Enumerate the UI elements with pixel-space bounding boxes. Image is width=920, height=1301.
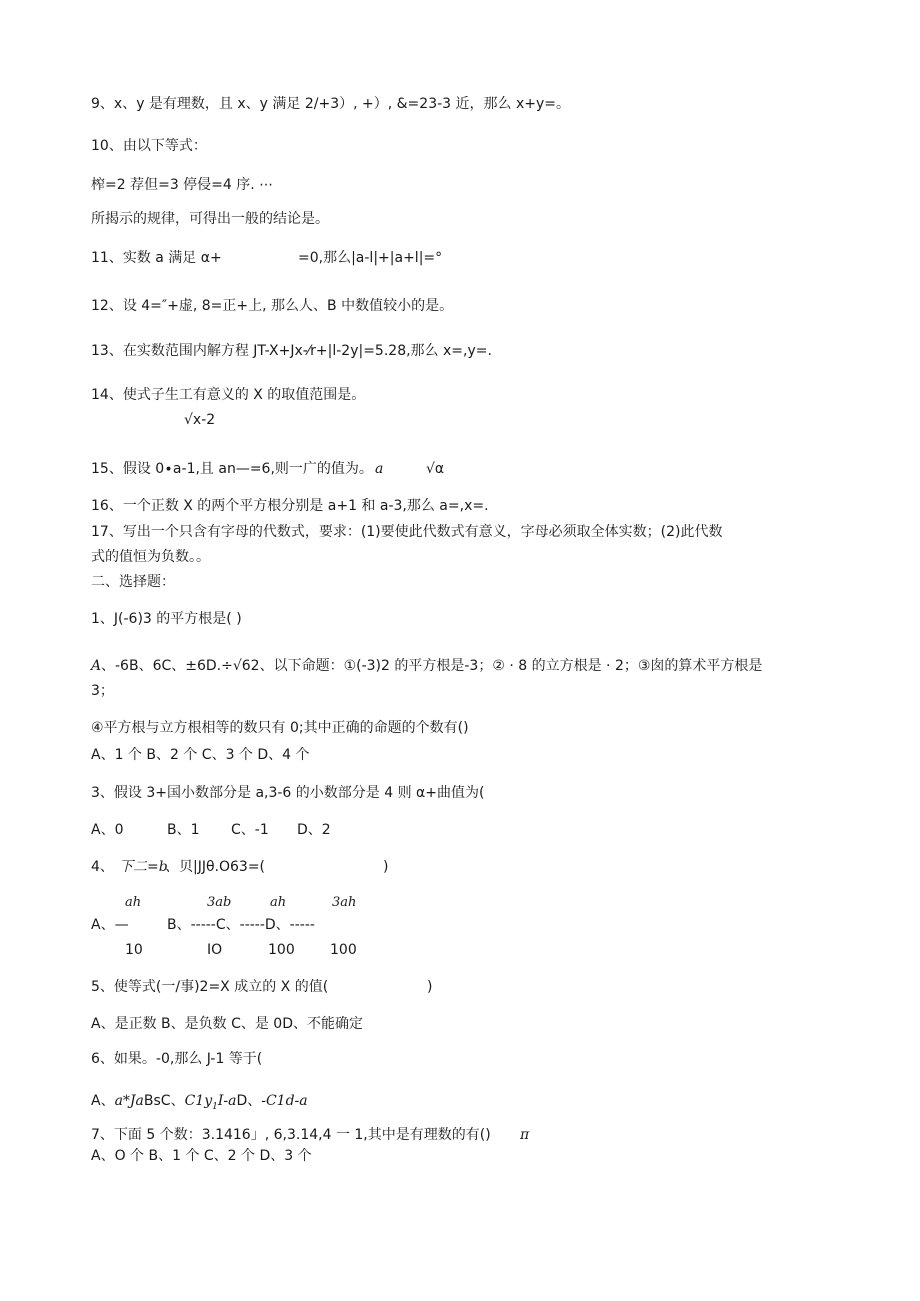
option-a-label: A、 (91, 1093, 115, 1109)
choice-question-7-options: A、O 个 B、1 个 C、2 个 D、3 个 (91, 1148, 312, 1164)
question-10-conclusion: 所揭示的规律，可得出一般的结论是。 (91, 211, 329, 227)
question-15: 15、假设 0∙a-1,且 an—=6,则一广的值为。 (91, 461, 373, 477)
choice-question-7: 7、下面 5 个数：3.1416」, 6,3.14,4 一 1,其中是有理数的有() (91, 1127, 491, 1143)
choice-question-4-close: ) (383, 859, 389, 875)
question-16: 16、一个正数 X 的两个平方根分别是 a+1 和 a-3,那么 a=,x=. (91, 498, 489, 514)
choice-question-3-option-c: C、-1 (231, 822, 269, 838)
choice-question-5-options: A、是正数 B、是负数 C、是 0D、不能确定 (91, 1016, 363, 1032)
question-15-variable: a (375, 461, 384, 477)
choice-question-1: 1、J(-6)3 的平方根是( ) (91, 611, 242, 627)
question-9: 9、x、y 是有理数，且 x、y 满足 2/+3）, +）, &=23-3 近，那么 x+y=。 (91, 96, 570, 112)
pi-symbol: π (520, 1127, 530, 1143)
option-b-numerator: 3ab (207, 895, 232, 910)
option-b-c-label: BsC、 (143, 1093, 185, 1109)
question-14: 14、使式子生工有意义的 X 的取值范围是。 (91, 387, 366, 403)
question-15-root: √α (426, 461, 445, 477)
choice-question-3-option-d: D、2 (297, 822, 331, 838)
question-11-part1: 11、实数 a 满足 α+ (91, 250, 222, 266)
choice-question-4-options-bcd: B、-----C、-----D、----- (167, 917, 315, 933)
question-10: 10、由以下等式： (91, 138, 207, 154)
question-10-equations: 榨=2 荐但=3 停侵=4 序. ⋯ (91, 177, 274, 193)
question-17: 17、写出一个只含有字母的代数式，要求：(1)要使此代数式有意义，字母必须取全体实数；(2)此代数 (91, 524, 723, 540)
option-d-expr: -C1d-a (261, 1093, 308, 1109)
option-d-label: D、 (236, 1093, 262, 1109)
option-a-expr: a*Ja (114, 1093, 144, 1109)
choice-question-2-options: A、1 个 B、2 个 C、3 个 D、4 个 (91, 747, 310, 763)
choice-question-6-options (91, 1091, 308, 1117)
choice-question-2-statement4: ④平方根与立方根相等的数只有 0;其中正确的命题的个数有() (91, 720, 469, 736)
option-d-numerator: 3ah (332, 895, 357, 910)
option-c-numerator: ah (270, 895, 287, 910)
choice-question-2-cont: 3； (91, 683, 114, 699)
choice-question-4-option-a: A、— (91, 917, 129, 933)
option-a-denominator: 10 (125, 942, 143, 958)
choice-question-2-prefix: A (91, 658, 102, 674)
option-d-denominator: 100 (330, 942, 357, 958)
option-c-subscript: 1 (212, 1101, 218, 1112)
choice-question-4-number: 4、 (91, 859, 114, 875)
choice-question-6: 6、如果。-0,那么 J-1 等于( (91, 1051, 263, 1067)
question-12: 12、设 4=″+虚, 8=正+上, 那么人、B 中数值较小的是。 (91, 298, 454, 314)
choice-question-2: 、-6B、6C、±6D.÷√62、以下命题：①(-3)2 的平方根是-3；② · 8 的立方根是 · 2；③囱的算术平方根是 (101, 658, 763, 674)
choice-question-3-option-a: A、0 (91, 822, 124, 838)
choice-question-4-condition: 下二=b (119, 859, 168, 875)
question-11-part2: =0,那么|a-l|+|a+l|=° (298, 250, 443, 266)
option-a-numerator: ah (125, 895, 142, 910)
question-13: 13、在实数范围内解方程 JT-X+Jx-⁄r+|l-2y|=5.28,那么 x=,y=. (91, 343, 492, 359)
question-17-cont: 式的值恒为负数。。 (91, 549, 210, 565)
choice-question-3-option-b: B、1 (167, 822, 200, 838)
option-c-denominator: 100 (268, 942, 295, 958)
choice-question-5-close: ) (427, 979, 433, 995)
choice-question-5: 5、使等式(一/事)2=X 成立的 X 的值( (91, 979, 329, 995)
section-heading-choice: 二、选择题： (91, 574, 175, 590)
option-c-expr-tail: I-a (217, 1093, 237, 1109)
option-c-expr: C1y (184, 1093, 213, 1109)
question-14-denominator: √x-2 (184, 412, 216, 428)
choice-question-3: 3、假设 3+国小数部分是 a,3-6 的小数部分是 4 则 α+曲值为( (91, 785, 485, 801)
choice-question-4-text: 、贝|JJθ.O63=( (165, 859, 266, 875)
option-b-denominator: IO (207, 942, 223, 958)
